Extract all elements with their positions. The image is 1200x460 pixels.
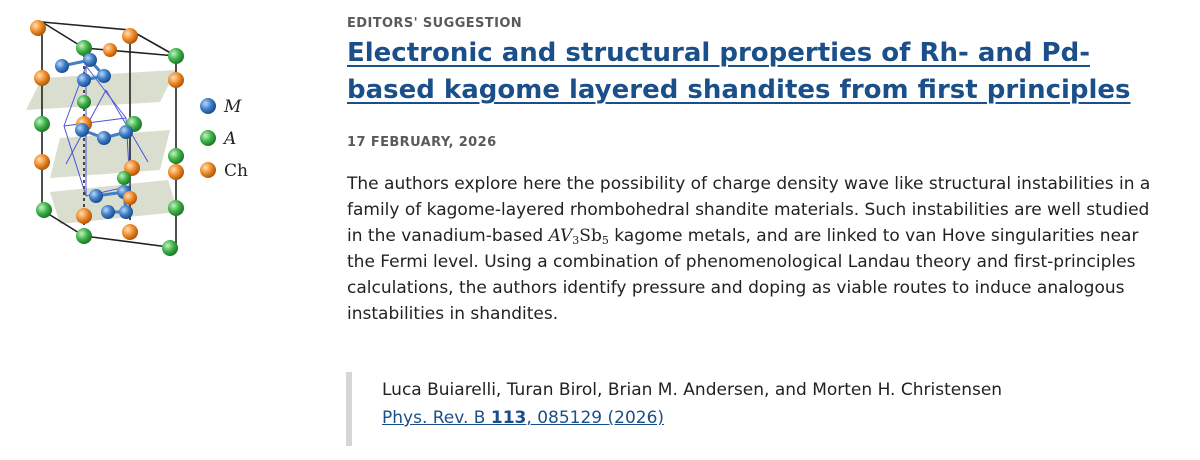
journal-name: Phys. Rev. B bbox=[382, 408, 486, 428]
crystal-structure-figure bbox=[0, 0, 300, 300]
formula-sb: Sb bbox=[579, 226, 602, 246]
atom-m bbox=[101, 205, 115, 219]
journal-volume: 113 bbox=[490, 408, 527, 428]
atom-a bbox=[36, 202, 52, 218]
journal-reference-link[interactable] bbox=[382, 408, 664, 428]
kagome-plane-bottom bbox=[50, 180, 178, 224]
abstract-formula bbox=[549, 226, 609, 246]
atom-m bbox=[77, 73, 91, 87]
atom-a bbox=[162, 240, 178, 256]
publication-date: 17 FEBRUARY, 2026 bbox=[347, 135, 497, 150]
legend-label-m: M bbox=[224, 97, 242, 117]
article-abstract bbox=[347, 171, 1167, 327]
atom-ch bbox=[34, 154, 50, 170]
atom-ch bbox=[122, 28, 138, 44]
atom-ch bbox=[168, 72, 184, 88]
formula-sub-3: 3 bbox=[572, 234, 580, 247]
atom-a bbox=[168, 200, 184, 216]
legend-marker-a bbox=[200, 130, 216, 146]
atom-m bbox=[97, 131, 111, 145]
atom-ch bbox=[34, 70, 50, 86]
article-title bbox=[347, 35, 1167, 109]
atom-a bbox=[34, 116, 50, 132]
editors-suggestion-label: EDITORS' SUGGESTION bbox=[347, 16, 523, 31]
article-summary bbox=[347, 14, 1167, 327]
legend-marker-ch bbox=[200, 162, 216, 178]
formula-sub-5: 5 bbox=[601, 234, 609, 247]
atom-a bbox=[117, 171, 131, 185]
legend-marker-m bbox=[200, 98, 216, 114]
atom-ch bbox=[30, 20, 46, 36]
abstract-text-2: kagome metals, and are linked to van Hove singularities near the Fermi level. Using a combination of phenomenological Landau theory and first-principles calculations, the authors identify pressure and doping as viable routes to induce analogous instabilities in shandites. bbox=[347, 226, 1139, 324]
atom-ch bbox=[168, 164, 184, 180]
atom-m bbox=[119, 205, 133, 219]
atom-m bbox=[83, 53, 97, 67]
article-title-link[interactable]: Electronic and structural properties of Rh- and Pd-based kagome layered shandites from first principles bbox=[347, 38, 1131, 105]
atom-a bbox=[168, 48, 184, 64]
atom-m bbox=[89, 189, 103, 203]
atom-m bbox=[119, 125, 133, 139]
atom-ch bbox=[122, 224, 138, 240]
atom-ch bbox=[76, 208, 92, 224]
abstract-text-1: The authors explore here the possibility of charge density wave like structural instabilities in a family of kagome-layered rhombohedral shandite materials. Such instabilities are well studied in the vanadium-based bbox=[347, 174, 1151, 246]
journal-reference bbox=[382, 406, 1146, 430]
legend-label-ch: Ch bbox=[224, 161, 248, 181]
atom-ch bbox=[123, 191, 137, 205]
atom-a bbox=[76, 228, 92, 244]
atom-ch bbox=[103, 43, 117, 57]
citation-block bbox=[346, 372, 1146, 446]
atom-m bbox=[55, 59, 69, 73]
figure-legend bbox=[200, 97, 248, 181]
formula-a: A bbox=[548, 226, 561, 246]
atom-a bbox=[168, 148, 184, 164]
atom-m bbox=[97, 69, 111, 83]
article-number-year: , 085129 (2026) bbox=[526, 408, 665, 428]
formula-v: V bbox=[560, 226, 573, 246]
legend-label-a: A bbox=[224, 129, 237, 149]
author-list: Luca Buiarelli, Turan Birol, Brian M. Andersen, and Morten H. Christensen bbox=[382, 380, 1003, 400]
atom-m bbox=[75, 123, 89, 137]
crystal-structure-diagram bbox=[0, 0, 300, 300]
atom-a bbox=[77, 95, 91, 109]
